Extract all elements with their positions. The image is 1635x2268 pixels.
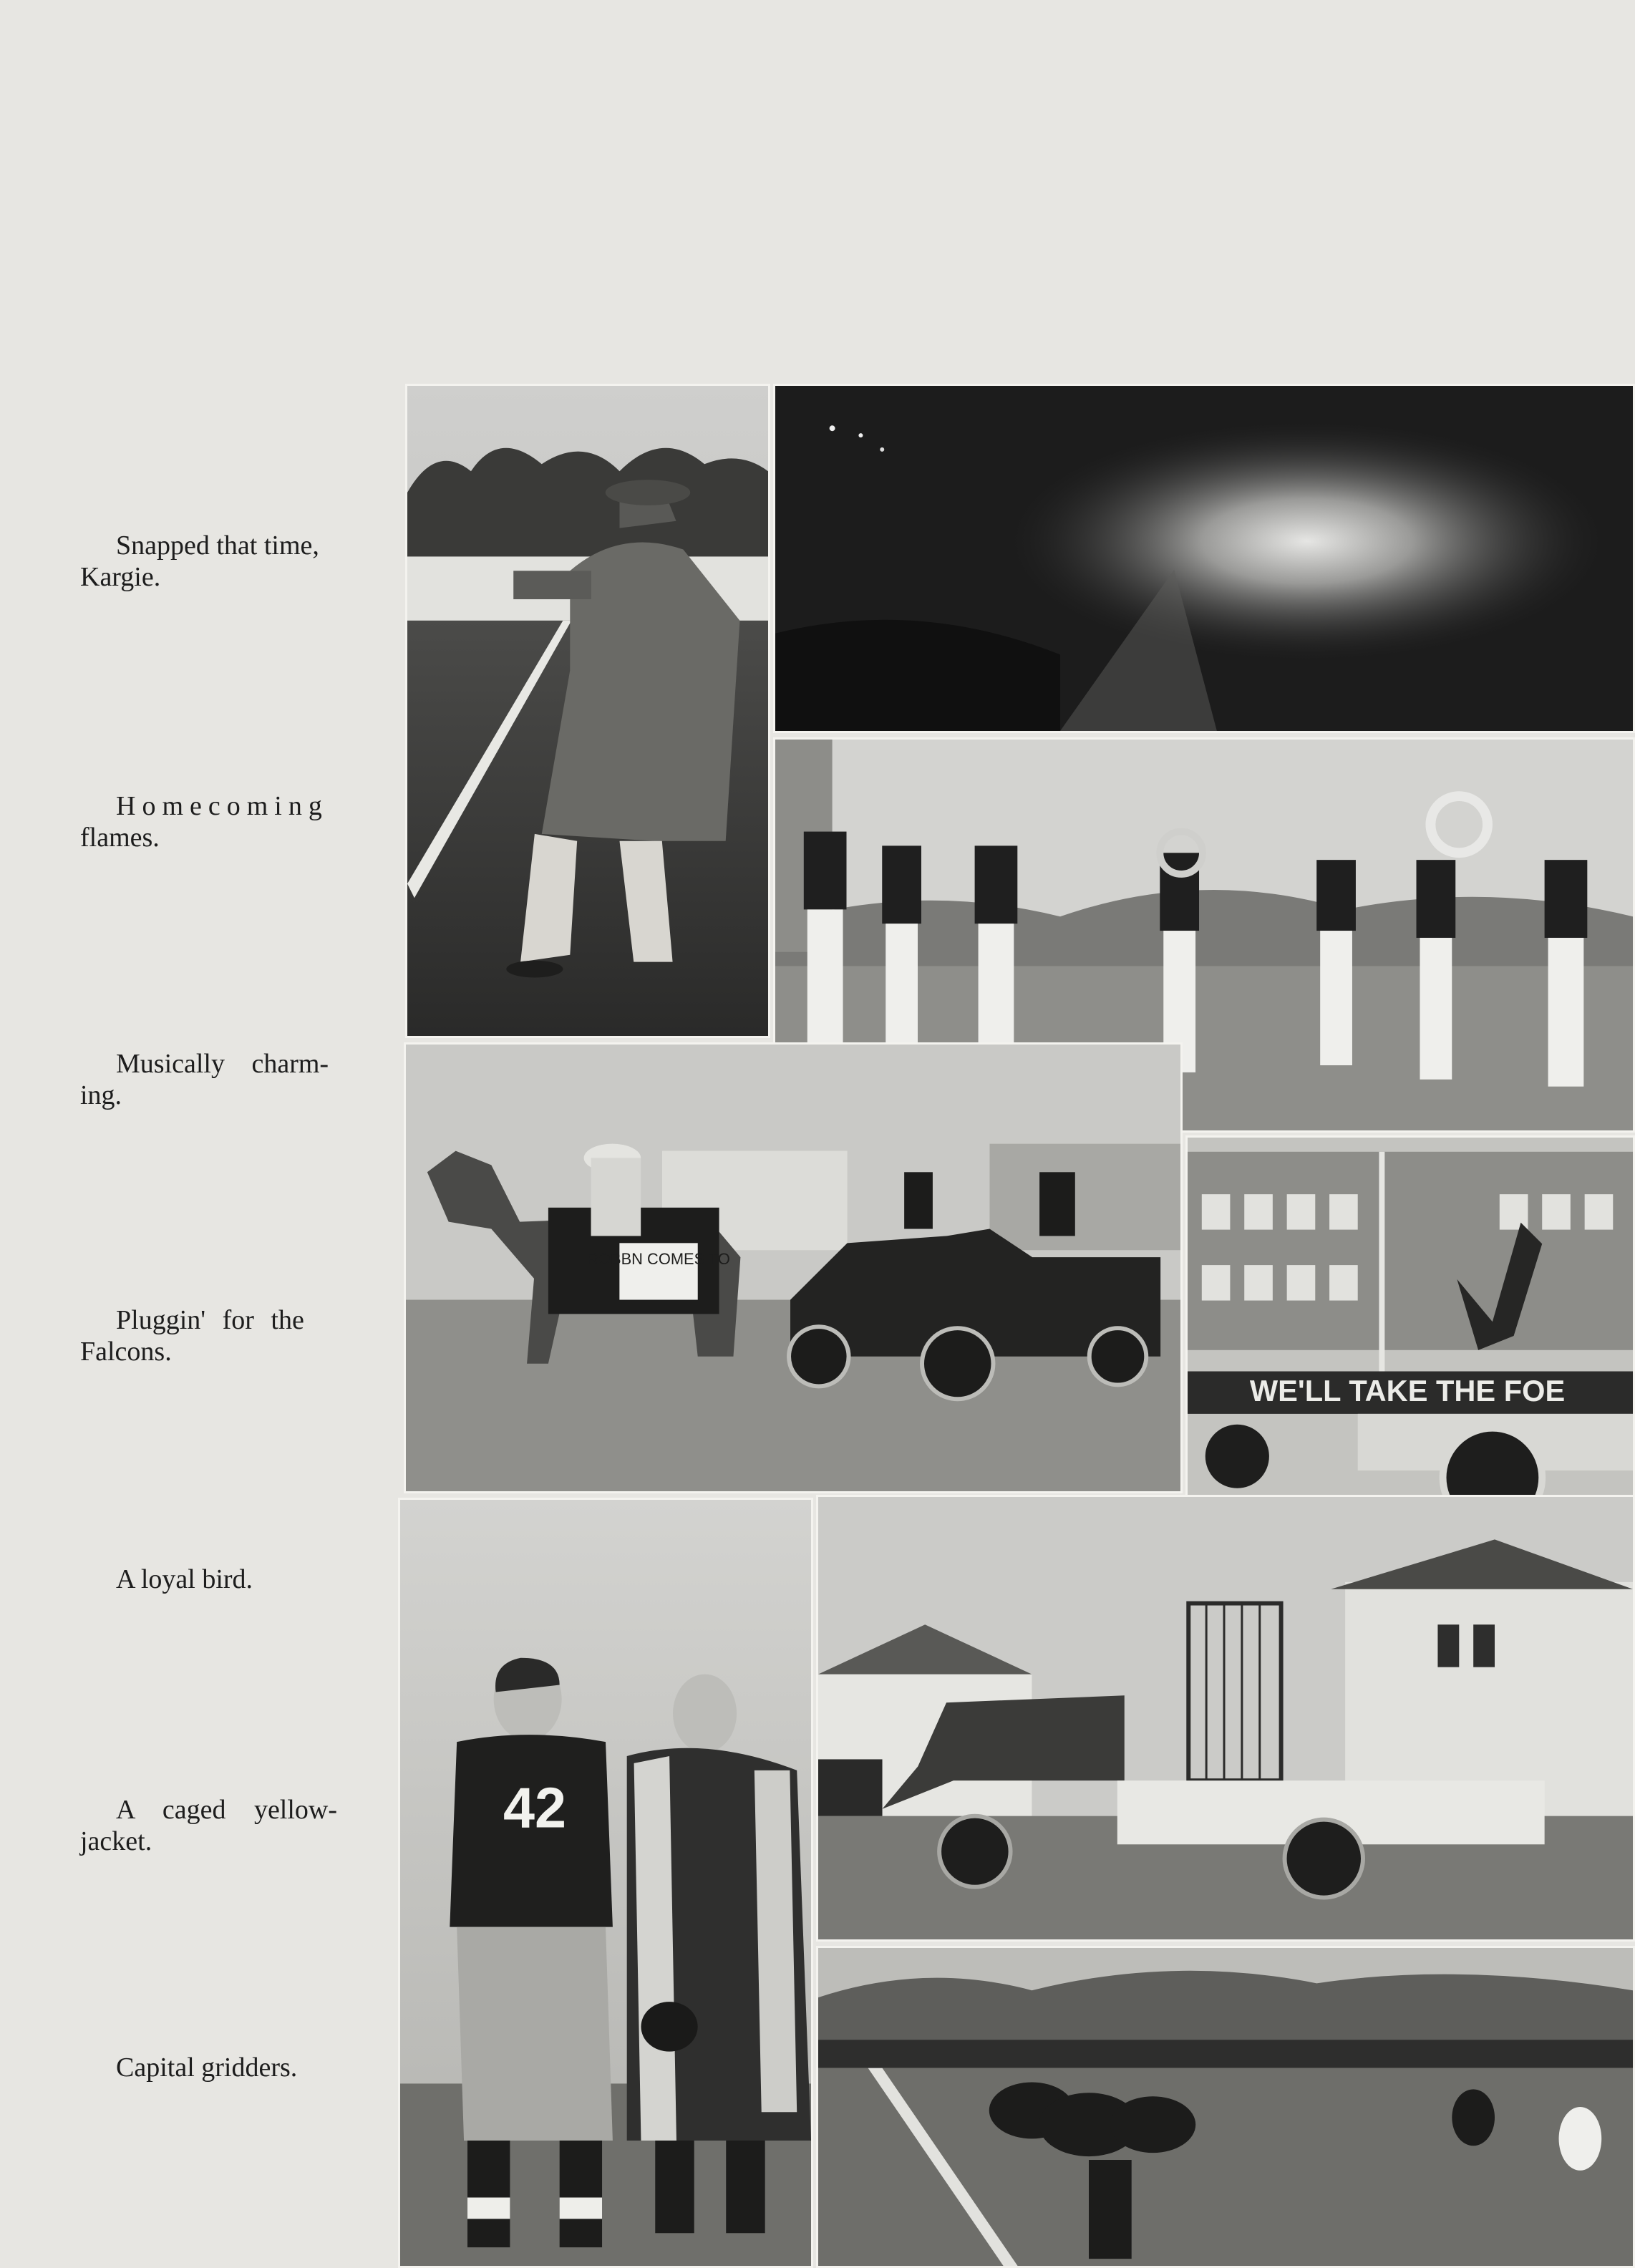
caption-caged xyxy=(80,1794,371,1857)
caption-line: jacket. xyxy=(80,1826,152,1856)
caption-line: Falcons. xyxy=(80,1337,172,1367)
caption-line: Homecoming xyxy=(116,791,329,821)
float-banner-text: WE'LL TAKE THE FOE xyxy=(1249,1374,1566,1408)
photo-caged-yellowjacket xyxy=(816,1495,1635,1942)
photo-homecoming-flames xyxy=(773,384,1635,733)
photo-coach-sideline xyxy=(405,384,770,1038)
horse-sign-text: ROBBN COMES TO xyxy=(587,1250,730,1269)
caption-line: Snapped that time, xyxy=(116,530,319,561)
caption-line: A loyal bird. xyxy=(116,1564,253,1594)
photo-capital-gridders-game xyxy=(816,1946,1635,2268)
caption-line: Capital gridders. xyxy=(116,2053,298,2083)
photo-horse-and-car xyxy=(404,1042,1183,1493)
photo-loyal-bird-float xyxy=(1185,1135,1635,1542)
caption-line: Musically charm- xyxy=(116,1049,329,1079)
caption-gridders xyxy=(80,2052,371,2083)
caption-line: A caged yellow- xyxy=(116,1795,338,1825)
caption-kargie xyxy=(80,530,371,593)
caption-line: flames. xyxy=(80,823,160,853)
caption-line: Pluggin' for the xyxy=(116,1305,304,1335)
caption-loyal-bird xyxy=(80,1564,371,1595)
jersey-number: 42 xyxy=(503,1775,567,1840)
caption-musically xyxy=(80,1048,371,1111)
photo-capital-gridders-players xyxy=(398,1498,813,2268)
caption-line: ing. xyxy=(80,1080,122,1110)
caption-pluggin xyxy=(80,1304,371,1367)
caption-line: Kargie. xyxy=(80,562,161,592)
caption-homecoming xyxy=(80,790,371,853)
